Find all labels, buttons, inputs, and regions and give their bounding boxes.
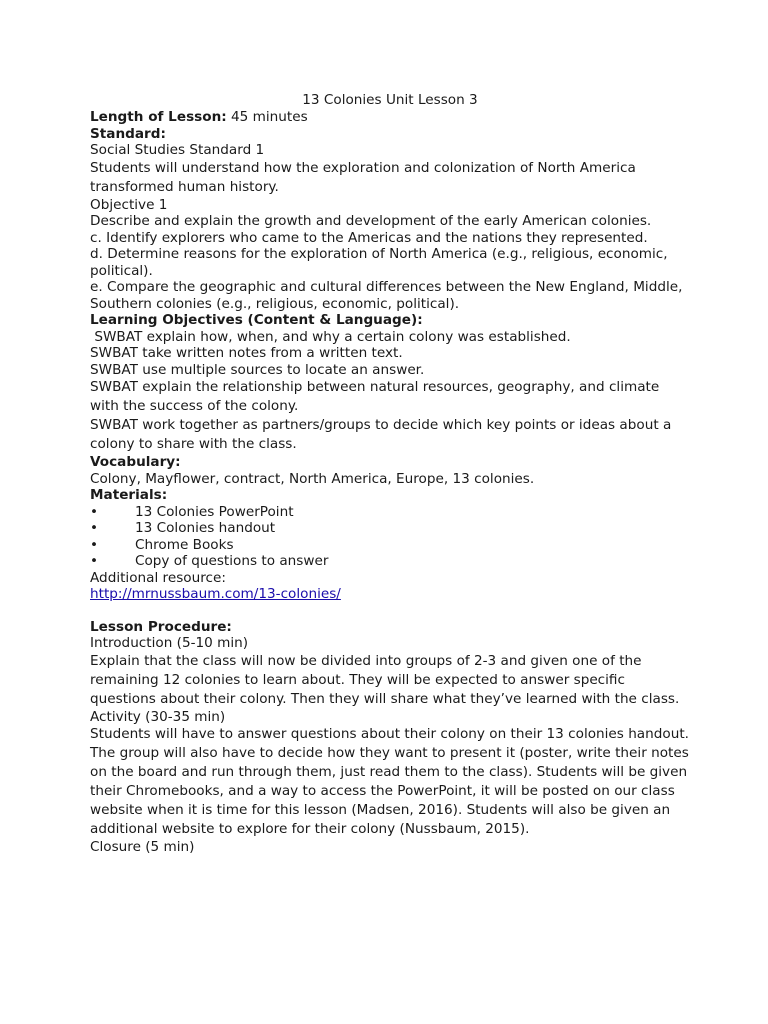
standard-line: Students will understand how the exploration and colonization of North America transformed human history. (90, 159, 636, 195)
activity-text: Students will have to answer questions about their colony on their 13 colonies handout. The group will also have to decide how they want to present it (poster, write their notes on the board and run through them, just read them to the class). Students will be given their Chromebooks, and a way to access the PowerPoint, it will be posted on our class website when it is time for this lesson (Madsen, 2016). Students will also be given an additional website to explore for their colony (Nussbaum, 2015). (90, 726, 689, 837)
lesson-plan (90, 92, 690, 856)
materials-item-label: 13 Colonies PowerPoint (135, 503, 294, 520)
length-label: Length of Lesson: (90, 109, 227, 125)
materials-heading: Materials: (90, 487, 168, 503)
closure-heading: Closure (5 min) (90, 839, 195, 855)
standard-line: d. Determine reasons for the exploration of North America (e.g., religious, economic, political). (90, 246, 668, 279)
vocabulary-text: Colony, Mayflower, contract, North America, Europe, 13 colonies. (90, 470, 535, 487)
introduction-text: Explain that the class will now be divided into groups of 2-3 and given one of the remaining 12 colonies to learn about. They will be expected to answer specific questions about their colony. Then they will share what they’ve learned with the class. (90, 652, 680, 707)
vocabulary-heading: Vocabulary: (90, 454, 181, 470)
bullet-icon: • (90, 553, 99, 569)
activity-heading: Activity (30-35 min) (90, 708, 226, 725)
materials-item (90, 537, 690, 554)
bullet-icon: • (90, 503, 99, 520)
introduction-heading: Introduction (5-10 min) (90, 635, 249, 651)
materials-item-label: Chrome Books (135, 536, 234, 553)
objective-line: SWBAT explain how, when, and why a certain colony was established. (90, 328, 571, 345)
spacer (90, 603, 690, 619)
standard-line: c. Identify explorers who came to the Americas and the nations they represented. (90, 229, 648, 246)
materials-item (90, 553, 690, 570)
additional-resource-label: Additional resource: (90, 569, 226, 586)
materials-item (90, 504, 690, 521)
materials-item (90, 520, 690, 537)
objective-line: SWBAT take written notes from a written text. (90, 345, 403, 361)
objective-line: SWBAT explain the relationship between natural resources, geography, and climate with the success of the colony. (90, 379, 660, 414)
objective-line: SWBAT use multiple sources to locate an answer. (90, 361, 425, 378)
standard-line: e. Compare the geographic and cultural differences between the New England, Middle, Southern colonies (e.g., religious, economic, political). (90, 279, 683, 312)
materials-item-label: 13 Colonies handout (135, 520, 276, 536)
bullet-icon: • (90, 536, 99, 553)
length-value: 45 minutes (226, 109, 308, 125)
resource-link[interactable]: http://mrnussbaum.com/13-colonies/ (90, 586, 341, 602)
learning-objectives-heading: Learning Objectives (Content & Language): (90, 312, 423, 328)
standard-line: Describe and explain the growth and development of the early American colonies. (90, 213, 652, 229)
standard-heading: Standard: (90, 125, 166, 142)
lesson-procedure-heading: Lesson Procedure: (90, 618, 232, 635)
objective-line: SWBAT work together as partners/groups to decide which key points or ideas about a colony to share with the class. (90, 417, 672, 452)
length-of-lesson (90, 109, 690, 126)
document-title: 13 Colonies Unit Lesson 3 (302, 92, 478, 108)
materials-item-label: Copy of questions to answer (135, 553, 329, 569)
bullet-icon: • (90, 520, 99, 536)
standard-line: Objective 1 (90, 196, 168, 213)
standard-line: Social Studies Standard 1 (90, 142, 265, 158)
